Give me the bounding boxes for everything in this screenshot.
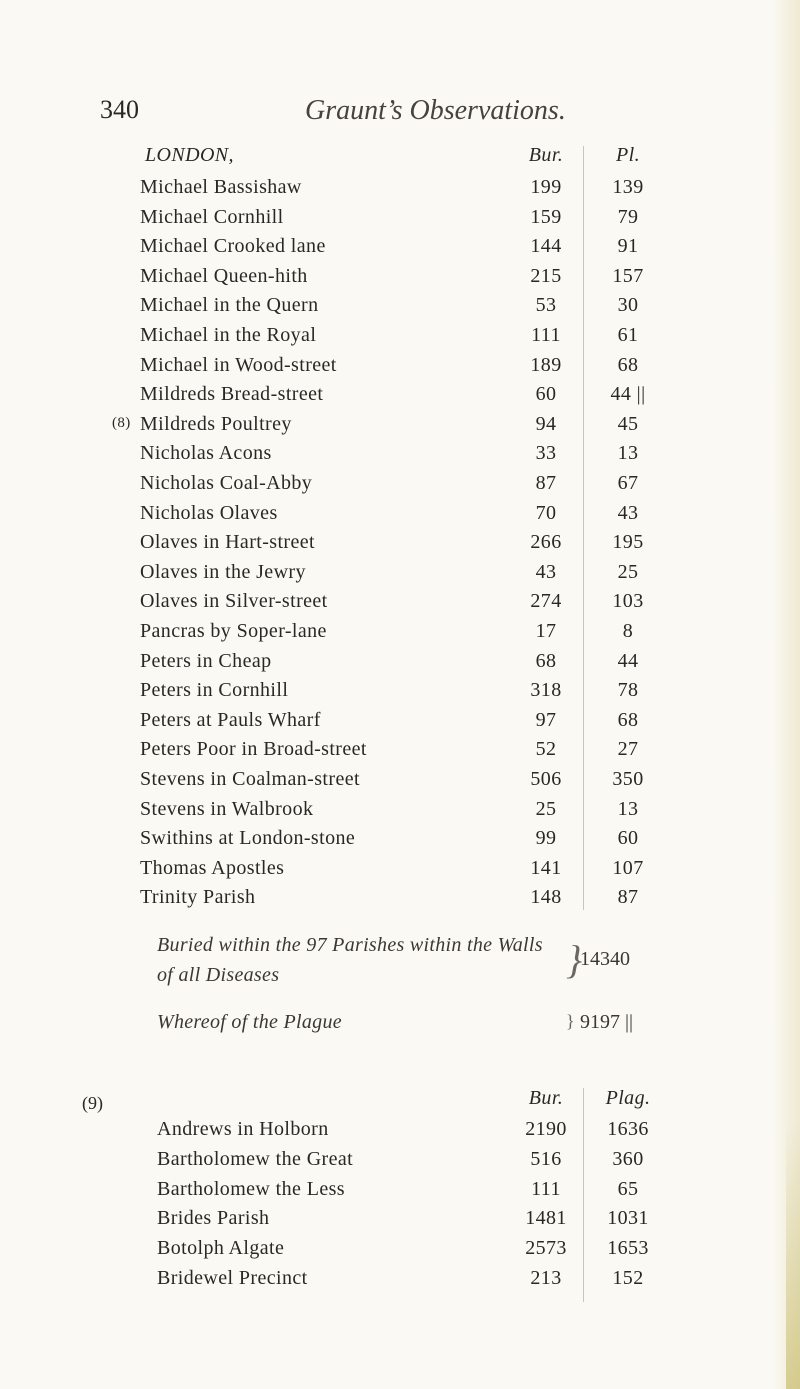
buried-summary-line1: Buried within the 97 Parishes within the Walls [157, 934, 543, 956]
burials-value: 52 [535, 738, 557, 761]
burials-value: 215 [530, 264, 562, 287]
parish-name: Olaves in the Jewry [140, 560, 306, 583]
table-row [0, 886, 800, 916]
table-row [0, 206, 800, 236]
plague-value: 25 [617, 560, 639, 583]
parish-name: Michael in the Royal [140, 324, 317, 346]
parish-name: Olaves in Hart-street [140, 531, 316, 554]
buried-summary-line2: of all Diseases [157, 964, 280, 986]
table-row [0, 531, 800, 561]
parish-name: Swithins at London-stone [140, 827, 356, 850]
table-row [0, 1178, 800, 1208]
parish-name: Bartholomew the Less [157, 1177, 345, 1200]
plague-value: 43 [617, 501, 639, 524]
plague-value: 67 [617, 472, 639, 494]
table2-header [0, 1087, 800, 1117]
table-row [0, 1207, 800, 1237]
burials-value: 274 [530, 590, 562, 613]
plague-value: 78 [617, 679, 639, 702]
plague-value: 30 [617, 294, 639, 317]
table-row [0, 413, 800, 443]
table-row [0, 1118, 800, 1148]
table-row [0, 383, 800, 413]
table-row [0, 798, 800, 828]
plague-value: 27 [617, 738, 639, 761]
burials-value: 70 [535, 501, 557, 524]
parish-name: Nicholas Coal-Abby [140, 472, 313, 494]
burials-value: 2190 [525, 1118, 567, 1140]
row-marker: (8) [112, 414, 131, 431]
plague-value: 79 [617, 205, 639, 228]
plague-value: 360 [612, 1147, 644, 1170]
table-row [0, 620, 800, 650]
plague-value: 45 [617, 412, 639, 435]
table-row [0, 561, 800, 591]
burials-value: 60 [535, 383, 557, 406]
burials-value: 213 [530, 1267, 562, 1289]
table1-pl-header: Pl. [616, 144, 640, 166]
burials-value: 87 [535, 472, 557, 494]
parish-name: Bartholomew the Great [157, 1147, 354, 1170]
plague-value: 107 [612, 856, 644, 879]
plague-value: 350 [612, 768, 644, 790]
section-marker: (9) [82, 1093, 103, 1113]
burials-value: 506 [530, 768, 562, 790]
table-row [0, 294, 800, 324]
burials-value: 94 [535, 412, 557, 435]
parish-name: Michael Crooked lane [140, 235, 326, 258]
plague-value: 68 [617, 353, 639, 376]
running-head [100, 95, 720, 135]
parish-name: Nicholas Acons [140, 442, 272, 465]
parish-name: Mildreds Bread-street [140, 383, 324, 406]
burials-value: 189 [530, 353, 562, 376]
table-row [0, 590, 800, 620]
burials-value: 68 [535, 649, 557, 672]
parish-name: Michael Queen-hith [140, 264, 308, 287]
burials-value: 141 [530, 856, 562, 879]
burials-value: 111 [531, 1177, 561, 1200]
table1-title: LONDON, [145, 144, 234, 166]
burials-value: 159 [530, 205, 562, 228]
plague-value: 8 [622, 620, 634, 642]
plague-total: 9197 || [580, 1011, 634, 1033]
plague-summary-label: Whereof of the Plague [157, 1011, 342, 1033]
burials-value: 111 [531, 324, 561, 346]
burials-value: 53 [535, 294, 557, 317]
parish-name: Bridewel Precinct [157, 1267, 308, 1289]
burials-value: 43 [535, 560, 557, 583]
burials-value: 148 [530, 886, 562, 909]
table-row [0, 354, 800, 384]
table-row [0, 827, 800, 857]
parish-name: Peters in Cornhill [140, 679, 289, 702]
table-row [0, 502, 800, 532]
parish-name: Peters at Pauls Wharf [140, 708, 321, 731]
table2-plag-header: Plag. [605, 1087, 651, 1109]
parish-name: Trinity Parish [140, 886, 256, 909]
plague-value: 152 [612, 1267, 644, 1289]
burials-value: 199 [530, 176, 562, 198]
plague-value: 1653 [607, 1237, 649, 1260]
table-row [0, 679, 800, 709]
burials-value: 33 [535, 442, 557, 465]
brace-icon: } [566, 937, 582, 982]
plague-value: 1031 [607, 1207, 649, 1230]
parish-name: Stevens in Walbrook [140, 797, 314, 820]
table-row [0, 442, 800, 472]
burials-value: 144 [530, 235, 562, 258]
burials-value: 318 [530, 679, 562, 702]
burials-value: 99 [535, 827, 557, 850]
burials-value: 25 [535, 797, 557, 820]
plague-value: 61 [617, 324, 639, 346]
buried-total: 14340 [580, 948, 630, 970]
parish-name: Botolph Algate [157, 1237, 285, 1260]
table-row [0, 235, 800, 265]
plague-value: 68 [617, 708, 639, 731]
table2-bur-header: Bur. [528, 1087, 564, 1109]
burials-value: 266 [530, 531, 562, 554]
burials-value: 17 [535, 620, 557, 642]
plague-value: 139 [612, 176, 644, 198]
brace-icon: } [566, 1011, 575, 1031]
burials-value: 1481 [525, 1207, 567, 1230]
plague-value: 65 [617, 1177, 639, 1200]
table-row [0, 472, 800, 502]
plague-value: 13 [617, 442, 639, 465]
plague-value: 13 [617, 797, 639, 820]
plague-value: 87 [617, 886, 639, 909]
parish-name: Pancras by Soper-lane [140, 620, 327, 642]
table1-header [0, 144, 800, 174]
table-row [0, 1237, 800, 1267]
plague-value: 91 [617, 235, 639, 258]
burials-value: 516 [530, 1147, 562, 1170]
plague-value: 60 [617, 827, 639, 850]
parish-name: Peters Poor in Broad-street [140, 738, 367, 761]
table-row [0, 176, 800, 206]
parish-name: Thomas Apostles [140, 856, 285, 879]
parish-name: Stevens in Coalman-street [140, 768, 360, 790]
table-row [0, 324, 800, 354]
plague-value: 44 [617, 649, 639, 672]
burials-value: 2573 [525, 1237, 567, 1260]
table-row [0, 709, 800, 739]
parish-name: Olaves in Silver-street [140, 590, 328, 613]
table1-bur-header: Bur. [528, 144, 564, 166]
parish-name: Brides Parish [157, 1207, 270, 1230]
plague-value: 103 [612, 590, 644, 613]
page-edge-stain [786, 1120, 800, 1389]
table-row [0, 768, 800, 798]
plague-value: 157 [612, 264, 644, 287]
table-row [0, 738, 800, 768]
table-row [0, 650, 800, 680]
burials-value: 97 [535, 708, 557, 731]
plague-value: 195 [612, 531, 644, 554]
running-title: Graunt’s Observations. [305, 95, 566, 126]
table-row [0, 1148, 800, 1178]
parish-name: Michael Bassishaw [140, 176, 302, 198]
parish-name: Mildreds Poultrey [140, 412, 292, 435]
plague-value: 1636 [607, 1118, 649, 1140]
parish-name: Michael in Wood-street [140, 353, 337, 376]
table-row [0, 265, 800, 295]
parish-name: Michael Cornhill [140, 205, 284, 228]
parish-name: Michael in the Quern [140, 294, 319, 317]
table-row [0, 1267, 800, 1297]
parish-name: Nicholas Olaves [140, 501, 278, 524]
parish-name: Peters in Cheap [140, 649, 272, 672]
parish-name: Andrews in Holborn [157, 1118, 329, 1140]
plague-value: 44 || [610, 383, 646, 406]
table-row [0, 857, 800, 887]
page-number: 340 [100, 95, 139, 124]
